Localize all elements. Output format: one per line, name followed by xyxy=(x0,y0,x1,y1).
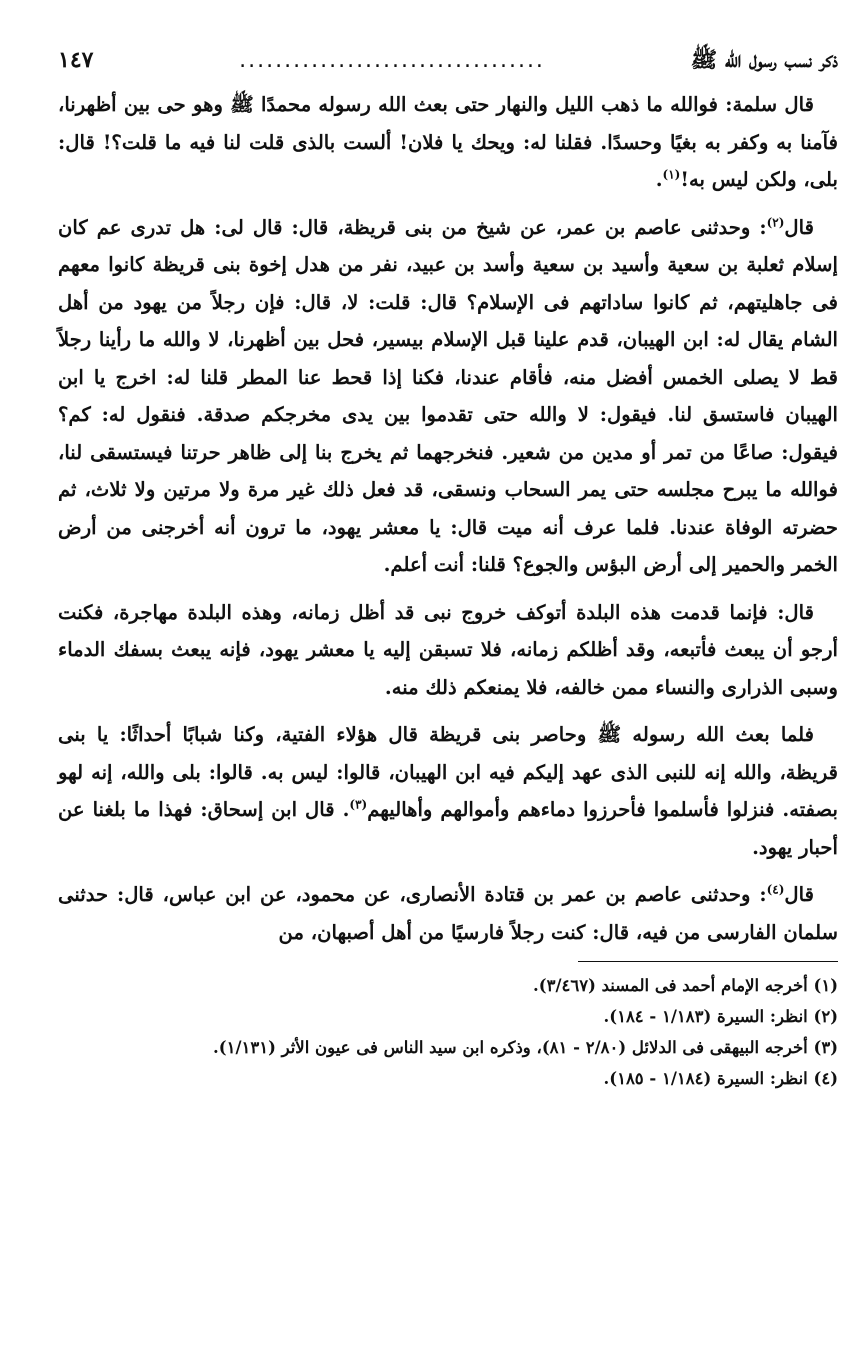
footnote-ref-2: (٢) xyxy=(766,214,785,229)
paragraph-1 xyxy=(58,86,838,199)
paragraph-lead: قال xyxy=(784,883,814,906)
footnote-2: (٢) انظر: السيرة (١/١٨٣ - ١٨٤). xyxy=(603,1007,838,1026)
leader-dots: .................................. xyxy=(239,48,545,73)
paragraph-5 xyxy=(58,876,838,951)
paragraph-text: قال: فإنما قدمت هذه البلدة أتوكف خروج نبى قد أظل زمانه، وهذه البلدة مهاجرة، فكنت أرجو أن يبعث فأتبعه، وقد أظلكم زمانه، فلا تسبقن إليه يا معشر يهود، فإنه يبعث بسفك الدماء وسبى الذرارى والنساء ممن خالفه، فلا يمنعكم ذلك منه. xyxy=(58,600,838,699)
book-page xyxy=(58,40,838,1330)
running-header xyxy=(58,40,838,80)
footnote-ref-1: (١) xyxy=(662,167,681,182)
paragraph-text: قال سلمة: فوالله ما ذهب الليل والنهار حتى بعث الله رسوله محمدًا ﷺ وهو حى بين أظهرنا، فآمنا به وكفر به بغيًا وحسدًا. فقلنا له: ويحك يا فلان! ألست بالذى قلت لنا فيه ما قلت؟! قال: بلى، ولكن ليس به! xyxy=(58,93,838,191)
paragraph-4 xyxy=(58,716,838,866)
paragraph-lead: قال xyxy=(784,215,814,239)
footnote-ref-4: (٤) xyxy=(766,882,785,897)
paragraph-text: فلما بعث الله رسوله ﷺ وحاصر بنى قريظة قال هؤلاء الفتية، وكنا شبابًا أحداثًا: يا بنى قريظة، والله إنه للنبى الذى عهد إليكم فيه ابن الهيبان، قالوا: ليس به. قالوا: بلى والله، إنه لهو بصفته. فنزلوا فأسلموا فأحرزوا دماءهم وأموالهم وأهاليهم xyxy=(58,723,838,821)
chapter-title: ذكر نسب رسول الله ﷺ xyxy=(690,47,838,73)
footnote-1: (١) أخرجه الإمام أحمد فى المسند (٣/٤٦٧). xyxy=(533,976,838,995)
paragraph-tail: . قال ابن إسحاق: فهذا ما بلغنا عن أحبار يهود. xyxy=(58,798,838,859)
footnotes xyxy=(58,970,838,1094)
paragraph-3 xyxy=(58,594,838,707)
footnote-ref-3: (٣) xyxy=(349,797,368,812)
footnote-4: (٤) انظر: السيرة (١/١٨٤ - ١٨٥). xyxy=(603,1069,838,1088)
main-text xyxy=(58,86,838,951)
paragraph-tail: . xyxy=(655,168,663,191)
paragraph-text: : وحدثنى عاصم بن عمر، عن شيخ من بنى قريظة، قال: قال لى: هل تدرى عم كان إسلام ثعلبة بن سعية وأسيد بن سعية وأسد بن عبيد، نفر من هدل إخوة بنى قريظة كانوا معهم فى جاهليتهم، ثم كانوا ساداتهم فى الإسلام؟ قال: قلت: لا، قال: فإن رجلاً من يهود من أهل الشام يقال له: ابن الهيبان، قدم علينا قبل الإسلام بيسير، فحل بين أظهرنا، لا والله ما رأينا رجلاً قط لا يصلى الخمس أفضل منه، فأقام عندنا، فكنا إذا قحط عنا المطر قلنا له: اخرج يا ابن الهيبان فاستسق لنا. فيقول: لا والله حتى تقدموا بين يدى مخرجكم صدقة. فنقول له: كم؟ فيقول: صاعًا من تمر أو مدين من شعير. فنخرجهما ثم يخرج بنا إلى ظاهر حرتنا فيستسقى لنا، فوالله ما يبرح مجلسه حتى يمر السحاب ونسقى، قد فعل ذلك غير مرة ولا مرتين ولا ثلاث، ثم حضرته الوفاة عندنا. فلما عرف أنه ميت قال: يا معشر يهود، ما ترون أنه أخرجنى من أرض الخمر والحمير إلى أرض البؤس والجوع؟ قلنا: أنت أعلم. xyxy=(58,215,838,576)
footnote-3: (٣) أخرجه البيهقى فى الدلائل (٢/٨٠ - ٨١)، وذكره ابن سيد الناس فى عيون الأثر (١/١٣١). xyxy=(213,1038,838,1057)
footnote-separator xyxy=(578,961,838,962)
page-number: ١٤٧ xyxy=(58,47,94,73)
paragraph-text: : وحدثنى عاصم بن عمر بن قتادة الأنصارى، عن محمود، عن ابن عباس، قال: حدثنى سلمان الفارسى من فيه، قال: كنت رجلاً فارسيًا من أهل أصبهان، من xyxy=(58,883,838,944)
paragraph-2 xyxy=(58,209,838,584)
